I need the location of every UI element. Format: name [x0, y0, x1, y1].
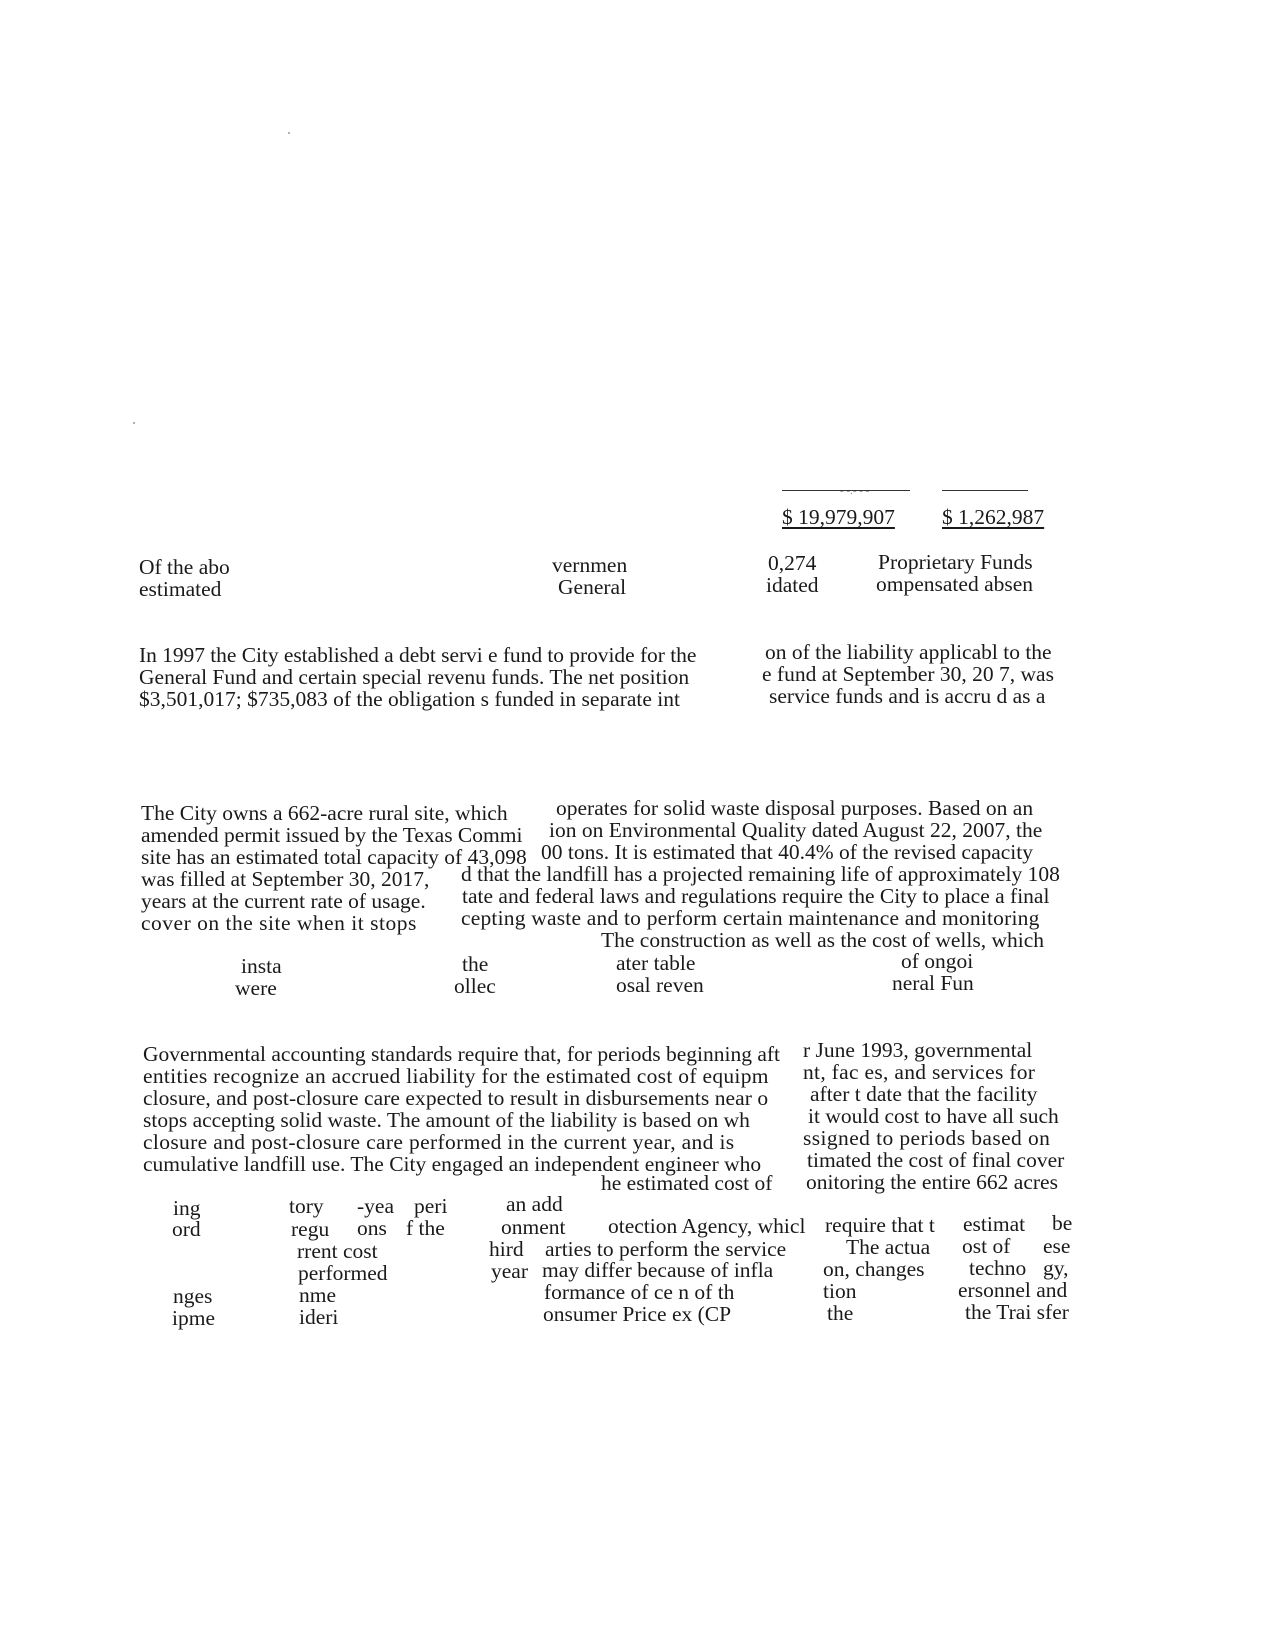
text-line: nt, fac es, and services for [803, 1060, 1036, 1084]
text-line: on of the liability applicabl to the [765, 640, 1052, 664]
text-line: r June 1993, governmental [803, 1038, 1033, 1062]
text-fragment: may differ because of infla [542, 1258, 774, 1282]
text-fragment: arties to perform the service [545, 1237, 787, 1261]
text-fragment: on, changes [823, 1257, 925, 1281]
text-fragment: peri [414, 1194, 448, 1218]
text-fragment: Proprietary Funds [878, 550, 1033, 574]
text-fragment: f the [406, 1216, 445, 1240]
text-fragment: formance of ce n of th [544, 1280, 735, 1304]
text-line: $3,501,017; $735,083 of the obligation s funded in separate int [139, 687, 680, 711]
text-fragment: ing [173, 1196, 201, 1220]
text-line: cumulative landfill use. The City engaged an independent engineer who [143, 1152, 762, 1176]
faint-mark: - -.- - - [840, 485, 870, 497]
text-fragment: techno [969, 1256, 1027, 1280]
text-fragment: idated [766, 573, 819, 597]
text-line: closure, and post-closure care expected to result in disbursements near o [143, 1086, 769, 1110]
text-line: service funds and is accru d as a [769, 684, 1046, 708]
text-line: after t date that the facility [810, 1082, 1038, 1106]
text-fragment: the Trai sfer [965, 1300, 1069, 1324]
text-fragment: rrent cost [297, 1239, 378, 1263]
text-line: tate and federal laws and regulations require the City to place a final [462, 884, 1050, 908]
text-line: ion on Environmental Quality dated August 22, 2007, the [549, 818, 1043, 842]
text-line: years at the current rate of usage. [141, 889, 426, 913]
text-fragment: otection Agency, whicl [608, 1214, 806, 1238]
text-fragment: regu [291, 1217, 330, 1241]
scan-speck [288, 132, 290, 134]
text-fragment: ost of [962, 1234, 1011, 1258]
text-line: entities recognize an accrued liability for the estimated cost of equipm [143, 1064, 769, 1088]
text-fragment: ons [357, 1216, 387, 1240]
text-fragment: tion [823, 1279, 857, 1303]
text-line: was filled at September 30, 2017, [141, 867, 430, 891]
text-fragment: ideri [299, 1305, 339, 1329]
text-line: he estimated cost of [601, 1171, 773, 1195]
text-fragment: ipme [172, 1306, 215, 1330]
scan-speck [133, 422, 135, 424]
text-line: operates for solid waste disposal purposes. Based on an [556, 796, 1034, 820]
text-fragment: the [827, 1301, 854, 1325]
text-fragment: onsumer Price ex (CP [543, 1302, 732, 1326]
text-fragment: an add [506, 1192, 563, 1216]
text-fragment: ompensated absen [876, 572, 1034, 596]
text-fragment: nme [299, 1283, 337, 1307]
text-fragment: year [491, 1259, 528, 1283]
text-line: estimated [139, 577, 222, 601]
text-fragment: of ongoi [901, 949, 974, 973]
text-fragment: ord [172, 1217, 201, 1241]
text-fragment: neral Fun [892, 971, 974, 995]
text-line: 00 tons. It is estimated that 40.4% of the revised capacity [541, 840, 1033, 864]
text-line: Governmental accounting standards require that, for periods beginning aft [143, 1042, 781, 1066]
total-amount: $ 1,262,987 [942, 505, 1045, 529]
text-fragment: estimat [963, 1212, 1026, 1236]
text-fragment: be [1052, 1211, 1073, 1235]
text-fragment: onment [501, 1215, 566, 1239]
text-fragment: General [558, 575, 627, 599]
text-line: onitoring the entire 662 acres [806, 1170, 1058, 1194]
text-line: e fund at September 30, 20 7, was [762, 662, 1054, 686]
text-fragment: performed [298, 1261, 388, 1285]
text-fragment: The actua [846, 1235, 931, 1259]
text-line: General Fund and certain special revenu funds. The net position [139, 665, 690, 689]
text-fragment: gy, [1043, 1256, 1069, 1280]
text-fragment: the [462, 952, 489, 976]
text-fragment: ater table [616, 951, 696, 975]
text-line: cepting waste and to perform certain maintenance and monitoring [461, 906, 1040, 930]
total-amount: $ 19,979,907 [782, 505, 895, 529]
text-line: amended permit issued by the Texas Commi [141, 823, 523, 847]
text-line: In 1997 the City established a debt servi e fund to provide for the [139, 643, 697, 667]
text-line: The construction as well as the cost of wells, which [601, 928, 1045, 952]
text-fragment: vernmen [552, 553, 628, 577]
text-fragment: insta [241, 954, 282, 978]
text-fragment: -yea [357, 1194, 394, 1218]
text-line: d that the landfill has a projected remaining life of approximately 108 [461, 862, 1060, 886]
text-fragment: 0,274 [768, 551, 817, 575]
text-fragment: require that t [825, 1213, 935, 1237]
text-line: The City owns a 662-acre rural site, which [141, 801, 508, 825]
text-line: site has an estimated total capacity of 43,098 [141, 845, 527, 869]
text-line: Of the abo [139, 555, 230, 579]
text-fragment: ollec [454, 974, 496, 998]
text-fragment: were [235, 976, 277, 1000]
text-fragment: ese [1043, 1234, 1071, 1258]
text-line: it would cost to have all such [808, 1104, 1059, 1128]
text-line: timated the cost of final cover [807, 1148, 1065, 1172]
text-fragment: tory [289, 1194, 324, 1218]
text-line: stops accepting solid waste. The amount of the liability is based on wh [143, 1108, 750, 1132]
text-line: cover on the site when it stops [141, 911, 417, 935]
text-line: ssigned to periods based on [803, 1126, 1051, 1150]
text-fragment: hird [489, 1237, 524, 1261]
text-fragment: osal reven [616, 973, 704, 997]
text-fragment: ersonnel and [958, 1278, 1068, 1302]
text-fragment: nges [173, 1284, 213, 1308]
rule-line [942, 490, 1028, 491]
text-line: closure and post-closure care performed in the current year, and is [143, 1130, 735, 1154]
